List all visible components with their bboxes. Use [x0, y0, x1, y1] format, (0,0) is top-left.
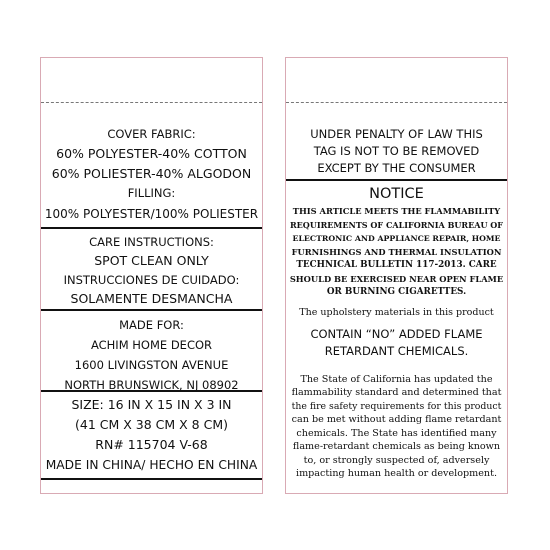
size-inches: SIZE: 16 IN X 15 IN X 3 IN	[71, 397, 232, 412]
notice-section	[286, 183, 507, 481]
company-name: ACHIM HOME DECOR	[90, 338, 213, 352]
care-label-tag-left	[40, 57, 263, 494]
made-for-label: MADE FOR:	[119, 318, 184, 332]
notice-line: REQUIREMENTS OF CALIFORNIA BUREAU OF	[289, 219, 504, 230]
fabric-section	[41, 126, 262, 225]
no-added-flame-line: CONTAIN “NO” ADDED FLAME	[310, 326, 483, 341]
california-paragraph-line: the fire safety requirements for this product	[291, 400, 502, 412]
filling-label: FILLING:	[127, 186, 176, 200]
california-paragraph-line: The State of California has updated the	[300, 373, 493, 385]
california-paragraph-line: flame-retardant chemicals as being known	[292, 441, 501, 452]
care-value-spanish: SOLAMENTE DESMANCHA	[70, 291, 233, 306]
divider	[286, 179, 507, 181]
cover-fabric-label: COVER FABRIC:	[107, 127, 196, 141]
notice-line: SHOULD BE EXERCISED NEAR OPEN FLAME	[289, 273, 504, 284]
size-centimeters: (41 CM X 38 CM X 8 CM)	[75, 417, 228, 432]
notice-title: NOTICE	[369, 186, 424, 202]
no-added-flame-line: RETARDANT CHEMICALS.	[324, 343, 469, 358]
care-value-english: SPOT CLEAN ONLY	[94, 253, 209, 268]
california-paragraph-line: impacting human health or development.	[296, 468, 497, 479]
filling-value: 100% POLYESTER/100% POLIESTER	[44, 207, 259, 221]
divider	[41, 309, 262, 311]
upholstery-text: The upholstery materials in this product	[299, 306, 494, 318]
cover-fabric-english: 60% POLYESTER-40% COTTON	[56, 146, 247, 161]
cut-line	[41, 102, 262, 103]
california-paragraph-line: chemicals. The State has identified many	[296, 427, 497, 439]
penalty-line: UNDER PENALTY OF LAW THIS	[310, 127, 483, 141]
notice-line: FURNISHINGS AND THERMAL INSULATION	[291, 246, 502, 257]
country-of-origin: MADE IN CHINA/ HECHO EN CHINA	[45, 458, 258, 472]
care-label-spanish: INSTRUCCIONES DE CUIDADO:	[63, 273, 240, 287]
law-label-tag-right	[285, 57, 508, 494]
divider	[41, 227, 262, 229]
notice-line: ELECTRONIC AND APPLIANCE REPAIR, HOME	[292, 234, 501, 243]
street-address: 1600 LIVINGSTON AVENUE	[74, 358, 229, 372]
california-paragraph-line: to, or strongly suspected of, adversely	[303, 454, 490, 466]
notice-line: OR BURNING CIGARETTES.	[326, 287, 467, 297]
notice-line: TECHNICAL BULLETIN 117-2013. CARE	[296, 260, 497, 270]
divider	[41, 478, 262, 480]
made-for-section	[41, 316, 262, 395]
care-section	[41, 234, 262, 309]
product-section	[41, 395, 262, 475]
california-paragraph-line: can be met without adding flame retardant	[291, 414, 502, 425]
city-address: NORTH BRUNSWICK, NJ 08902	[64, 378, 239, 392]
care-label-english: CARE INSTRUCTIONS:	[89, 235, 214, 249]
cover-fabric-spanish: 60% POLIESTER-40% ALGODON	[51, 166, 252, 181]
penalty-section	[286, 126, 507, 177]
penalty-line: EXCEPT BY THE CONSUMER	[317, 161, 476, 175]
notice-line: THIS ARTICLE MEETS THE FLAMMABILITY	[292, 206, 501, 216]
cut-line	[286, 102, 507, 103]
divider	[41, 390, 262, 392]
penalty-line: TAG IS NOT TO BE REMOVED	[313, 144, 480, 158]
california-paragraph-line: flammability standard and determined that	[291, 387, 502, 398]
rn-number: RN# 115704 V-68	[95, 437, 208, 452]
